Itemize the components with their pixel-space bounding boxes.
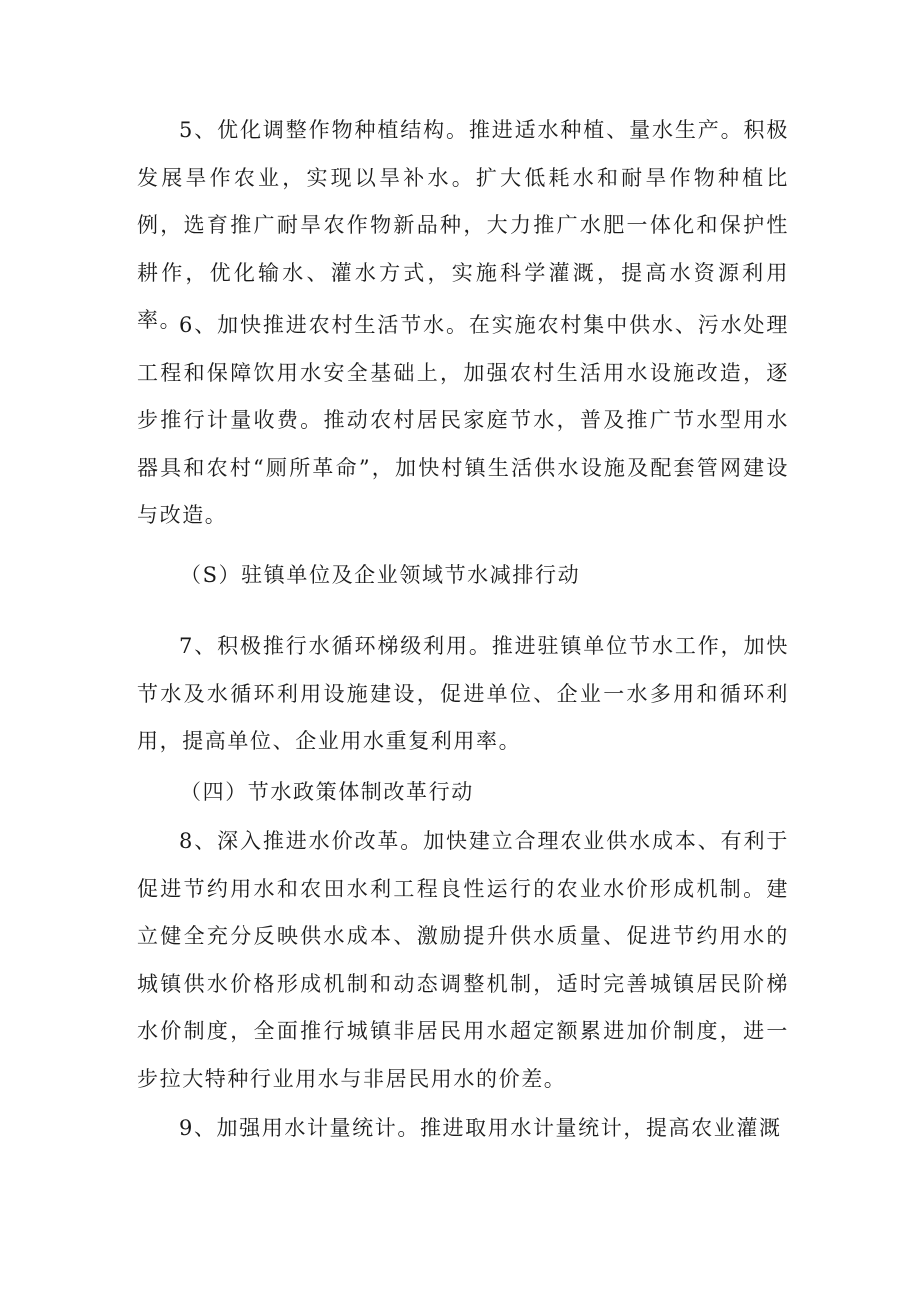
paragraph-6: 6、加快推进农村生活节水。在实施农村集中供水、污水处理工程和保障饮用水安全基础上，加强农村生活用水设施改造，逐步推行计量收费。推动农村居民家庭节水，普及推广节水型用水器具和农村“厕所革命”，加快村镇生活供水设施及配套管网建设与改造。 [137,313,789,527]
paragraph-9: 9、加强用水计量统计。推进取用水计量统计，提高农业灌溉 [179,1116,782,1140]
section-heading-3: （S）驻镇单位及企业领域节水减排行动 [180,563,581,587]
section-heading-4: （四）节水政策体制改革行动 [180,780,474,804]
paragraph-5: 5、优化调整作物种植结构。推进适水种植、量水生产。积极发展旱作农业，实现以旱补水。扩大低耗水和耐旱作物种植比例，选育推广耐旱农作物新品种，大力推广水肥一体化和保护性耕作，优化输水、灌水方式，实施科学灌溉，提高水资源利用率。 [137,118,789,332]
paragraph-7: 7、积极推行水循环梯级利用。推进驻镇单位节水工作，加快节水及水循环利用设施建设，促进单位、企业一水多用和循环利用，提高单位、企业用水重复利用率。 [137,634,789,753]
paragraph-8: 8、深入推进水价改革。加快建立合理农业供水成本、有利于促进节约用水和农田水利工程良性运行的农业水价形成机制。建立健全充分反映供水成本、激励提升供水质量、促进节约用水的城镇供水价格形成机制和动态调整机制，适时完善城镇居民阶梯水价制度，全面推行城镇非居民用水超定额累进加价制度，进一步拉大特种行业用水与非居民用水的价差。 [137,829,789,1091]
